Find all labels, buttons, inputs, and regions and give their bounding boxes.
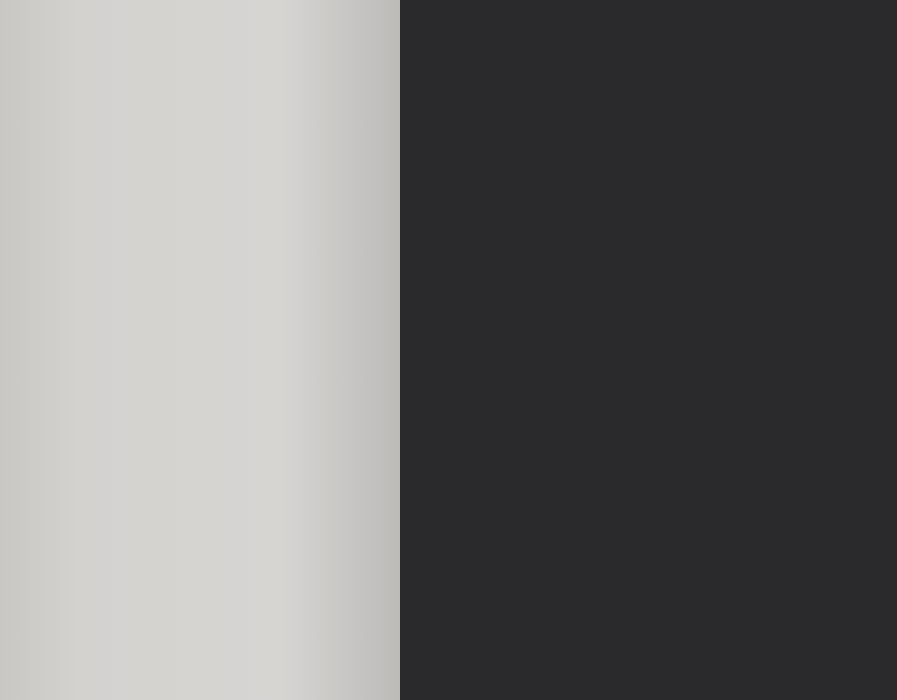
left-page — [0, 0, 400, 700]
